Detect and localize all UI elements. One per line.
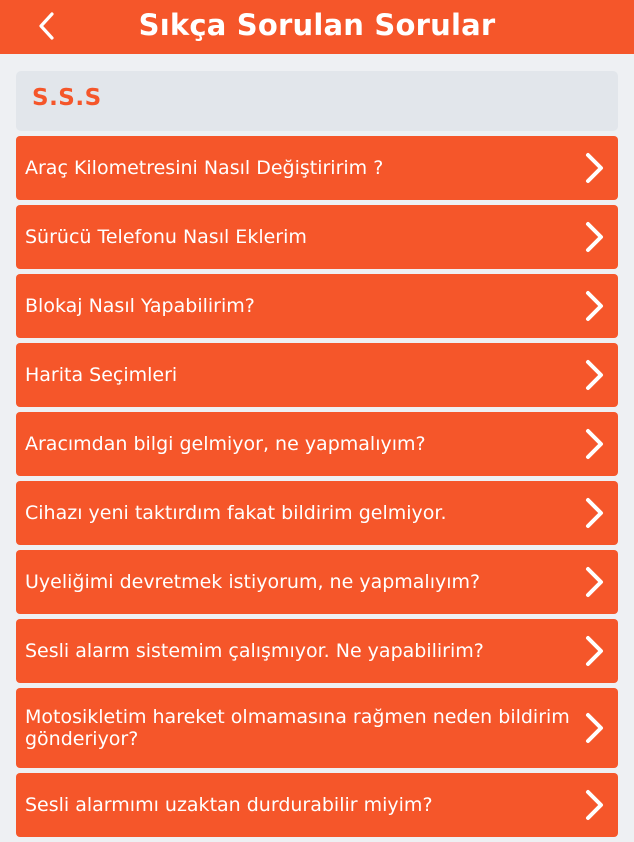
faq-item[interactable] — [16, 343, 618, 407]
faq-item[interactable] — [16, 136, 618, 200]
faq-item[interactable] — [16, 205, 618, 269]
chevron-right-icon — [582, 220, 606, 254]
chevron-right-icon — [582, 711, 606, 745]
app-header — [0, 0, 634, 54]
faq-question: Harita Seçimleri — [25, 364, 178, 386]
faq-item[interactable] — [16, 550, 618, 614]
faq-question: Blokaj Nasıl Yapabilirim? — [25, 295, 255, 317]
faq-question: Motosikletim hareket olmamasına rağmen neden bildirim gönderiyor? — [25, 706, 570, 750]
chevron-right-icon — [582, 634, 606, 668]
faq-question: Aracımdan bilgi gelmiyor, ne yapmalıyım? — [25, 433, 426, 455]
faq-item[interactable] — [16, 412, 618, 476]
chevron-right-icon — [582, 358, 606, 392]
faq-question: Sesli alarm sistemim çalışmıyor. Ne yapabilirim? — [25, 640, 484, 662]
page-title: Sıkça Sorulan Sorular — [138, 8, 496, 42]
faq-item[interactable] — [16, 773, 618, 837]
section-header — [16, 71, 618, 131]
faq-question: Cihazı yeni taktırdım fakat bildirim gelmiyor. — [25, 502, 447, 524]
faq-item[interactable] — [16, 481, 618, 545]
chevron-right-icon — [582, 151, 606, 185]
faq-question: Uyeliğimi devretmek istiyorum, ne yapmalıyım? — [25, 571, 481, 593]
faq-question: Sürücü Telefonu Nasıl Eklerim — [25, 226, 307, 248]
faq-item[interactable] — [16, 688, 618, 768]
faq-question: Araç Kilometresini Nasıl Değiştiririm ? — [25, 157, 384, 179]
chevron-right-icon — [582, 496, 606, 530]
chevron-right-icon — [582, 427, 606, 461]
section-title: S.S.S — [32, 85, 102, 111]
faq-list — [16, 136, 618, 842]
chevron-right-icon — [582, 788, 606, 822]
chevron-right-icon — [582, 565, 606, 599]
faq-item[interactable] — [16, 619, 618, 683]
faq-question: Sesli alarmımı uzaktan durdurabilir miyim? — [25, 794, 433, 816]
chevron-right-icon — [582, 289, 606, 323]
faq-item[interactable] — [16, 274, 618, 338]
